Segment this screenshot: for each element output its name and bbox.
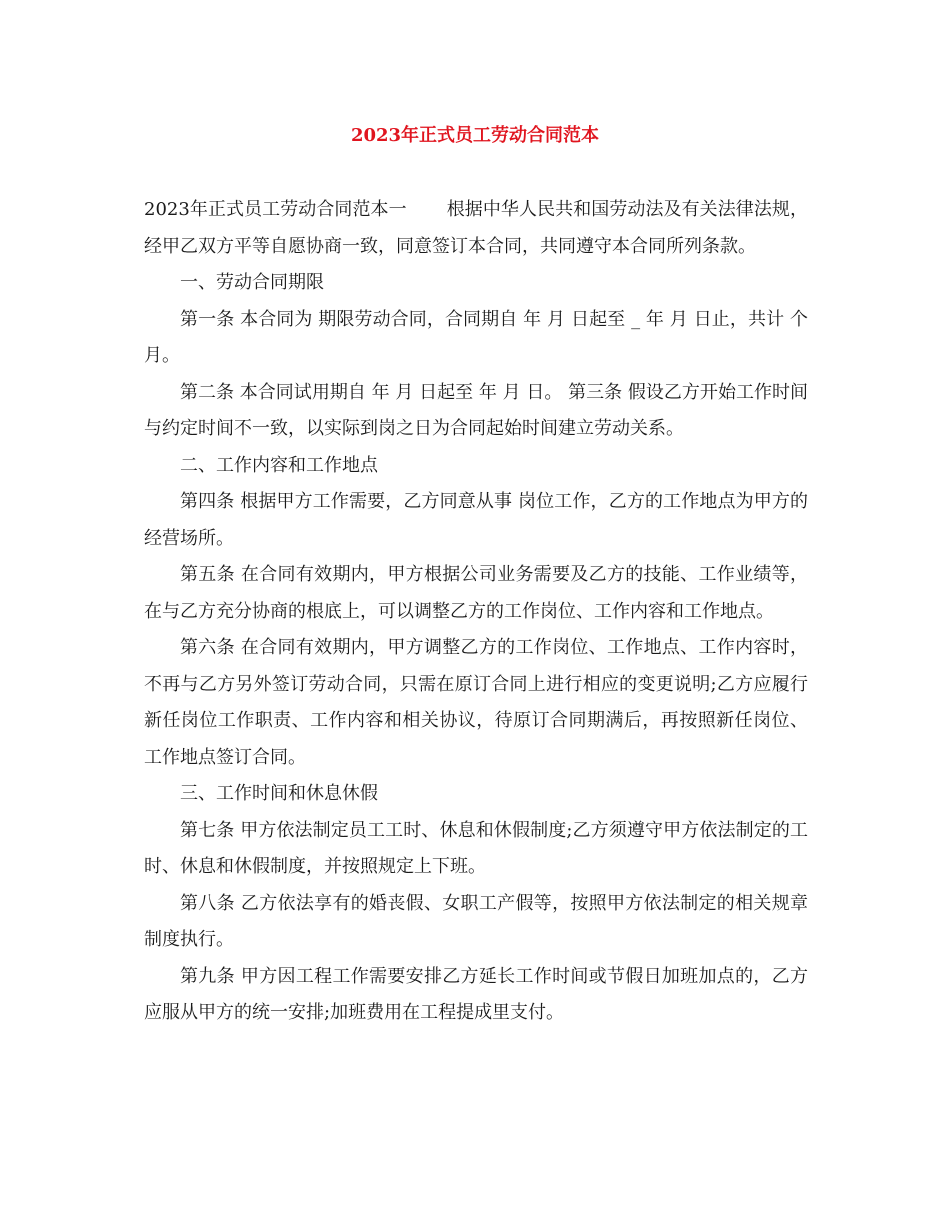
section-heading-work-hours: 三、工作时间和休息休假 <box>180 783 378 804</box>
clause-5: 第五条 在合同有效期内，甲方根据公司业务需要及乙方的技能、工作业绩等，在与乙方充分协商的根底上，可以调整乙方的工作岗位、工作内容和工作地点。 <box>144 564 808 622</box>
clause-4: 第四条 根据甲方工作需要，乙方同意从事 岗位工作，乙方的工作地点为甲方的经营场所。 <box>144 491 808 549</box>
intro-paragraph <box>144 192 808 265</box>
section-heading-term: 一、劳动合同期限 <box>180 272 324 293</box>
document-body <box>144 192 808 1032</box>
clause-7: 第七条 甲方依法制定员工工时、休息和休假制度;乙方须遵守甲方依法制定的工时、休息和休假制度，并按照规定上下班。 <box>144 819 808 877</box>
clause-8: 第八条 乙方依法享有的婚丧假、女职工产假等，按照甲方依法制定的相关规章制度执行。 <box>144 892 808 950</box>
intro-lead: 2023年正式员工劳动合同范本一 <box>144 199 407 220</box>
clause-6: 第六条 在合同有效期内，甲方调整乙方的工作岗位、工作地点、工作内容时，不再与乙方另外签订劳动合同，只需在原订合同上进行相应的变更说明;乙方应履行新任岗位工作职责、工作内容和相关协议，待原订合同期满后，再按照新任岗位、工作地点签订合同。 <box>144 637 808 768</box>
clause-9: 第九条 甲方因工程工作需要安排乙方延长工作时间或节假日加班加点的，乙方应服从甲方的统一安排;加班费用在工程提成里支付。 <box>144 965 808 1023</box>
section-heading-work-content: 二、工作内容和工作地点 <box>180 454 378 476</box>
clause-1: 第一条 本合同为 期限劳动合同，合同期自 年 月 日起至 _ 年 月 日止，共计 个月。 <box>144 308 808 366</box>
clause-2-3: 第二条 本合同试用期自 年 月 日起至 年 月 日。 第三条 假设乙方开始工作时间与约定时间不一致，以实际到岗之日为合同起始时间建立劳动关系。 <box>144 381 808 439</box>
intro-text: 根据中华人民共和国劳动法及有关法律法规，经甲乙双方平等自愿协商一致，同意签订本合同，共同遵守本合同所列条款。 <box>144 199 808 257</box>
document-title: 2023年正式员工劳动合同范本 <box>350 125 600 146</box>
